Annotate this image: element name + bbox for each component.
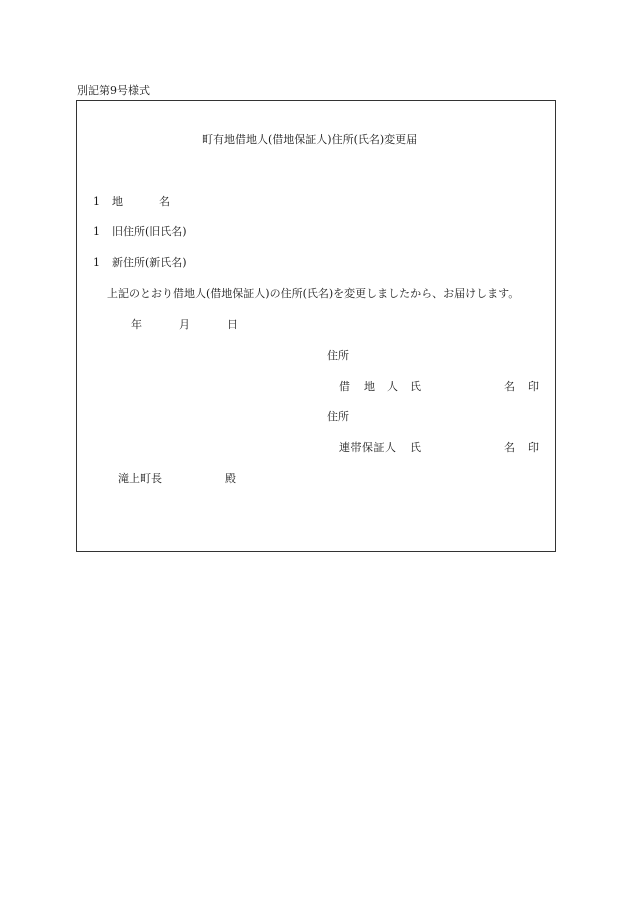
- date-month-label: 月: [179, 318, 190, 331]
- date-year-label: 年: [131, 318, 142, 331]
- recipient-honorific: 殿: [225, 472, 236, 485]
- borrower-name-suffix: 名: [504, 380, 515, 393]
- item-land-label-a: 地: [112, 195, 123, 208]
- borrower-name-char: 地: [364, 380, 375, 393]
- guarantor-seal-mark: 印: [528, 441, 539, 454]
- statement-text: 上記のとおり借地人(借地保証人)の住所(氏名)を変更しましたから、お届けします。: [107, 287, 520, 300]
- item-number: 1: [93, 256, 100, 269]
- item-number: 1: [93, 225, 100, 238]
- date-day-label: 日: [227, 318, 238, 331]
- form-title: 町有地借地人(借地保証人)住所(氏名)変更届: [202, 133, 418, 146]
- item-number: 1: [93, 195, 100, 208]
- guarantor-name-suffix: 名: [504, 441, 515, 454]
- borrower-name-char: 人: [387, 380, 398, 393]
- borrower-name-char: 借: [339, 380, 350, 393]
- item-old-address-label: 旧住所(旧氏名): [112, 225, 187, 238]
- item-new-address-label: 新住所(新氏名): [112, 256, 187, 269]
- form-number-label: 別記第9号様式: [77, 84, 150, 97]
- guarantor-name-char: 氏: [410, 441, 421, 454]
- recipient-name: 滝上町長: [118, 472, 162, 485]
- guarantor-name-label: 連帯保証人: [339, 441, 397, 454]
- borrower-name-char: 氏: [410, 380, 421, 393]
- borrower-seal-mark: 印: [528, 380, 539, 393]
- item-land-label-b: 名: [159, 195, 170, 208]
- guarantor-address-label: 住所: [327, 410, 349, 423]
- borrower-address-label: 住所: [327, 349, 349, 362]
